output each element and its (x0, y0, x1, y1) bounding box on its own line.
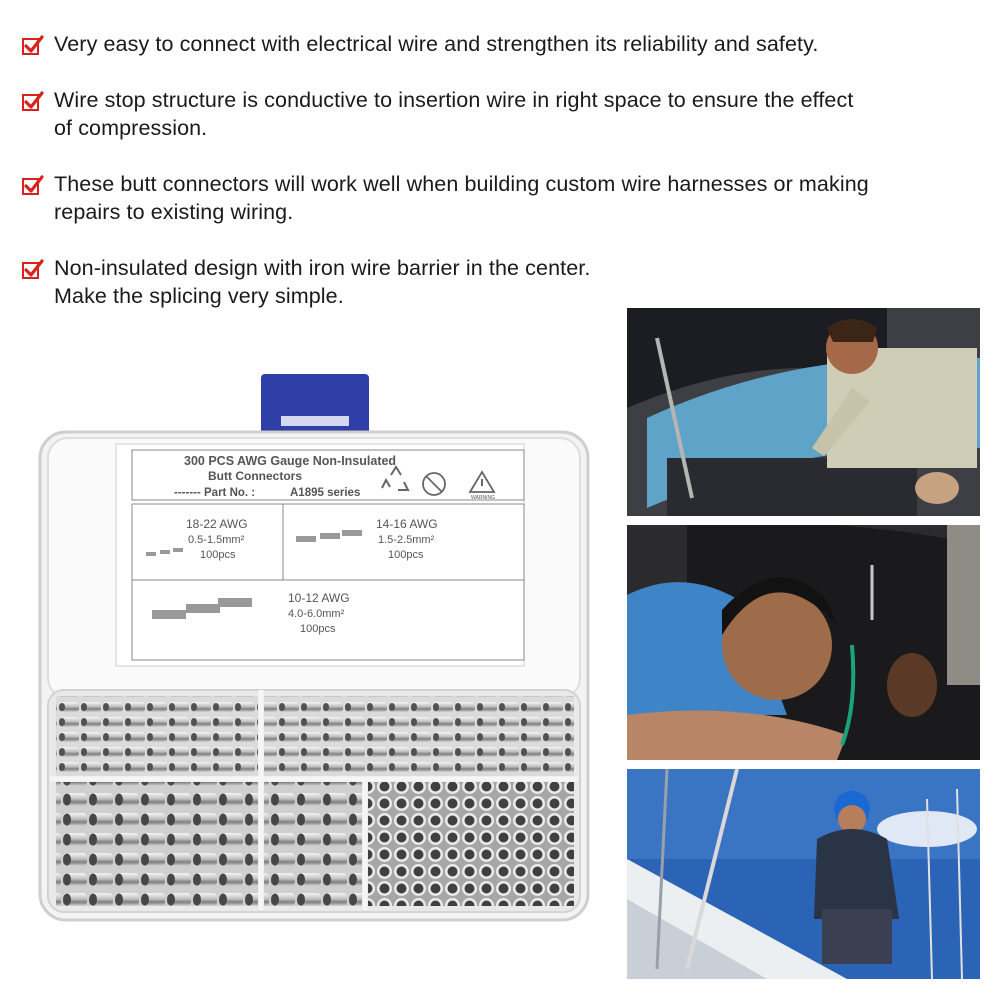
size-qty: 100pcs (200, 549, 236, 561)
box-title-line2: Butt Connectors (208, 469, 302, 483)
size-qty: 100pcs (388, 549, 424, 561)
size-awg: 14-16 AWG (376, 517, 438, 531)
feature-text: Non-insulated design with iron wire barrier in the center. Make the splicing very simple. (54, 256, 591, 308)
part-number: A1895 series (290, 487, 361, 499)
product-box-image (36, 370, 596, 930)
size-mm: 4.0-6.0mm² (288, 608, 345, 620)
checkmark-icon (22, 34, 44, 56)
feature-item (22, 86, 982, 142)
size-awg: 18-22 AWG (186, 517, 248, 531)
photo-car-interior (627, 525, 980, 760)
feature-text: These butt connectors will work well when building custom wire harnesses or making repairs to existing wiring. (54, 172, 869, 224)
checkmark-icon (22, 258, 44, 280)
warning-text: WARNING (471, 495, 495, 501)
photo-boat-rigging (627, 769, 980, 979)
checkmark-icon (22, 90, 44, 112)
size-mm: 0.5-1.5mm² (188, 534, 245, 546)
size-mm: 1.5-2.5mm² (378, 534, 435, 546)
feature-text: Very easy to connect with electrical wire and strengthen its reliability and safety. (54, 32, 819, 56)
feature-item (22, 254, 982, 310)
size-qty: 100pcs (300, 623, 336, 635)
feature-text: Wire stop structure is conductive to insertion wire in right space to ensure the effect of compression. (54, 88, 854, 140)
size-awg: 10-12 AWG (288, 591, 350, 605)
photo-car-engine (627, 308, 980, 516)
checkmark-icon (22, 174, 44, 196)
feature-item (22, 30, 982, 58)
part-prefix: ------- Part No. : (174, 487, 256, 499)
box-title-line1: 300 PCS AWG Gauge Non-Insulated (184, 454, 397, 468)
feature-item (22, 170, 982, 226)
